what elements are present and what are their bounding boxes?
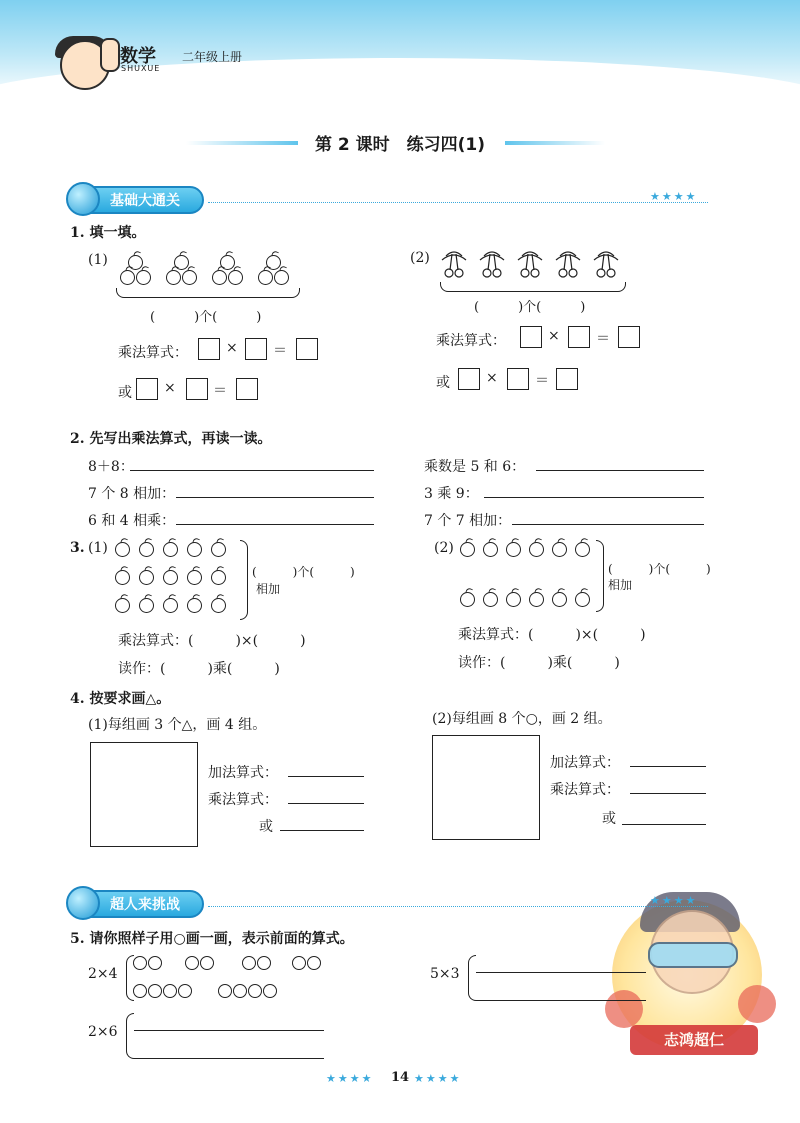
answer-line[interactable] (134, 1058, 324, 1059)
q4-p1-add: 加法算式： (208, 765, 278, 781)
q1-p1-mult-label: 乘法算式： (118, 345, 188, 361)
answer-box[interactable] (136, 378, 158, 400)
apple-icon (506, 542, 521, 557)
circle-icon (248, 984, 262, 998)
q1-p2-num: (2) (410, 250, 430, 266)
answer-line[interactable] (476, 1000, 646, 1001)
answer-box[interactable] (186, 378, 208, 400)
apple-icon (166, 270, 181, 285)
apple-icon (163, 570, 178, 585)
answer-box[interactable] (198, 338, 220, 360)
circle-icon (178, 984, 192, 998)
answer-line[interactable] (288, 776, 364, 777)
section-challenge-badge: 超人来挑战 (72, 890, 204, 918)
answer-line[interactable] (134, 1030, 324, 1031)
q3-p1-mult: 乘法算式：( )×( ) (118, 633, 306, 649)
times-sign: × (164, 380, 176, 396)
answer-box[interactable] (618, 326, 640, 348)
circle-icon (242, 956, 256, 970)
apple-icon (187, 598, 202, 613)
footer-stars-right: ★★★★ (414, 1072, 462, 1085)
answer-box[interactable] (236, 378, 258, 400)
q1-label: 1. 填一填。 (70, 225, 146, 241)
mascot-glove-right (738, 985, 776, 1023)
q4-label: 4. 按要求画△。 (70, 691, 171, 707)
apple-icon (552, 592, 567, 607)
subject-title: 数学 (120, 46, 156, 67)
cherry-icon (518, 252, 542, 277)
q1-p2-or: 或 (436, 375, 450, 391)
q4-p2-add: 加法算式： (550, 755, 620, 771)
circle-icon (200, 956, 214, 970)
mascot-glove-left (605, 990, 643, 1028)
apple-icon (575, 542, 590, 557)
q4-p2-or: 或 (602, 811, 616, 827)
grade-label: 二年级上册 (182, 50, 243, 64)
q4-p1-text: (1)每组画 3 个△，画 4 组。 (88, 717, 267, 733)
q1-p1-fill: ( )个( ) (150, 310, 262, 325)
stars-decoration: ★★★★ (650, 894, 698, 907)
q4-p1-or: 或 (259, 819, 273, 835)
answer-line[interactable] (630, 793, 706, 794)
equals-sign: ＝ (596, 331, 610, 347)
apple-icon (139, 598, 154, 613)
cherry-icon (556, 252, 580, 277)
apple-icon (212, 270, 227, 285)
answer-line[interactable] (476, 972, 646, 973)
answer-line[interactable] (176, 524, 374, 525)
q2-left-2: 7 个 8 相加： (88, 486, 176, 502)
q1-p1-or: 或 (118, 385, 132, 401)
circle-icon (307, 956, 321, 970)
q3-p2-brace (596, 540, 604, 612)
q3-p2-brace-text: ( )个( ) (608, 562, 711, 576)
cherry-icon (480, 252, 504, 277)
q1-p2-fill: ( )个( ) (474, 300, 586, 315)
answer-line[interactable] (536, 470, 704, 471)
mascot-goggles (648, 942, 738, 968)
apple-icon (529, 542, 544, 557)
page-number: 14 (390, 1070, 410, 1085)
circle-icon (148, 956, 162, 970)
mascot-ribbon: 志鸿超仁 (630, 1025, 758, 1055)
apple-icon (182, 270, 197, 285)
footer-stars-left: ★★★★ (326, 1072, 374, 1085)
cherry-icon (442, 252, 466, 277)
q3-p1-read: 读作：( )乘( ) (118, 661, 280, 677)
section-divider (208, 906, 708, 907)
q5-expr-1: 2×4 (88, 966, 118, 982)
equals-sign: ＝ (213, 383, 227, 399)
q1-p2-brace (440, 282, 626, 292)
apple-icon (460, 592, 475, 607)
circle-icon (148, 984, 162, 998)
circle-icon (257, 956, 271, 970)
answer-box[interactable] (296, 338, 318, 360)
q3-p1-num: (1) (88, 540, 108, 556)
apple-icon (506, 592, 521, 607)
apple-icon (136, 270, 151, 285)
answer-line[interactable] (622, 824, 706, 825)
q4-p2-mult: 乘法算式： (550, 782, 620, 798)
answer-box[interactable] (458, 368, 480, 390)
apple-icon (139, 542, 154, 557)
q1-p1-brace (116, 288, 300, 298)
q5-expr-2: 5×3 (430, 966, 460, 982)
apple-icon (460, 542, 475, 557)
q3-p1-brace-text: ( )个( ) (252, 565, 355, 579)
answer-line[interactable] (280, 830, 364, 831)
drawing-area[interactable] (432, 735, 540, 840)
globe-icon (66, 182, 100, 216)
q3-label: 3. (70, 540, 85, 556)
circle-icon (133, 984, 147, 998)
q2-right-1: 乘数是 5 和 6： (424, 459, 526, 475)
answer-line[interactable] (176, 497, 374, 498)
apple-icon (274, 270, 289, 285)
q2-label: 2. 先写出乘法算式，再读一读。 (70, 431, 272, 447)
answer-line[interactable] (484, 497, 704, 498)
apple-icon (575, 592, 590, 607)
apple-icon (163, 542, 178, 557)
q1-p1-num: (1) (88, 252, 108, 268)
answer-box[interactable] (245, 338, 267, 360)
section-basic-badge: 基础大通关 (72, 186, 204, 214)
q5-brace (126, 1013, 134, 1059)
stars-decoration: ★★★★ (650, 190, 698, 203)
apple-icon (258, 270, 273, 285)
apple-icon (228, 270, 243, 285)
circle-icon (233, 984, 247, 998)
apple-icon (211, 598, 226, 613)
equals-sign: ＝ (273, 343, 287, 359)
q5-expr-3: 2×6 (88, 1024, 118, 1040)
section-divider (208, 202, 708, 203)
answer-box[interactable] (556, 368, 578, 390)
circle-icon (163, 984, 177, 998)
robot-icon (66, 886, 100, 920)
answer-line[interactable] (512, 524, 704, 525)
apple-icon (115, 542, 130, 557)
q1-cherries (438, 246, 628, 286)
apple-icon (483, 542, 498, 557)
q2-right-2: 3 乘 9： (424, 486, 479, 502)
q4-p1-mult: 乘法算式： (208, 792, 278, 808)
lesson-title: 第 2 课时 练习四(1) (314, 135, 486, 155)
q2-left-1: 8＋8： (88, 459, 134, 475)
apple-icon (115, 598, 130, 613)
apple-icon (187, 542, 202, 557)
q5-label: 5. 请你照样子用○画一画，表示前面的算式。 (70, 931, 354, 947)
answer-box[interactable] (568, 326, 590, 348)
q3-p1-brace-sub: 相加 (256, 582, 281, 596)
q2-left-3: 6 和 4 相乘： (88, 513, 176, 529)
subject-pinyin: SHUXUE (121, 64, 161, 73)
apple-icon (211, 570, 226, 585)
q4-p2-text: (2)每组画 8 个○，画 2 组。 (432, 711, 612, 727)
logo-mascot-hand (100, 38, 120, 72)
apple-icon (529, 592, 544, 607)
answer-line[interactable] (130, 470, 374, 471)
answer-box[interactable] (520, 326, 542, 348)
answer-line[interactable] (288, 803, 364, 804)
apple-icon (139, 570, 154, 585)
drawing-area[interactable] (90, 742, 198, 847)
answer-line[interactable] (630, 766, 706, 767)
q1-p2-mult-label: 乘法算式： (436, 333, 506, 349)
cherry-icon (594, 252, 618, 277)
circle-icon (218, 984, 232, 998)
apple-icon (211, 542, 226, 557)
equals-sign: ＝ (535, 373, 549, 389)
q3-p2-read: 读作：( )乘( ) (458, 655, 620, 671)
times-sign: × (226, 340, 238, 356)
q3-p2-mult: 乘法算式：( )×( ) (458, 627, 646, 643)
apple-icon (163, 598, 178, 613)
circle-icon (185, 956, 199, 970)
q3-p2-brace-sub: 相加 (608, 578, 633, 592)
apple-icon (187, 570, 202, 585)
circle-icon (292, 956, 306, 970)
apple-icon (483, 592, 498, 607)
times-sign: × (548, 328, 560, 344)
apple-icon (552, 542, 567, 557)
answer-box[interactable] (507, 368, 529, 390)
q5-brace (468, 955, 476, 1001)
q3-p2-num: (2) (434, 540, 454, 556)
times-sign: × (486, 370, 498, 386)
q3-p1-brace (240, 540, 248, 620)
circle-icon (133, 956, 147, 970)
apple-icon (120, 270, 135, 285)
apple-icon (115, 570, 130, 585)
circle-icon (263, 984, 277, 998)
q2-right-3: 7 个 7 相加： (424, 513, 512, 529)
